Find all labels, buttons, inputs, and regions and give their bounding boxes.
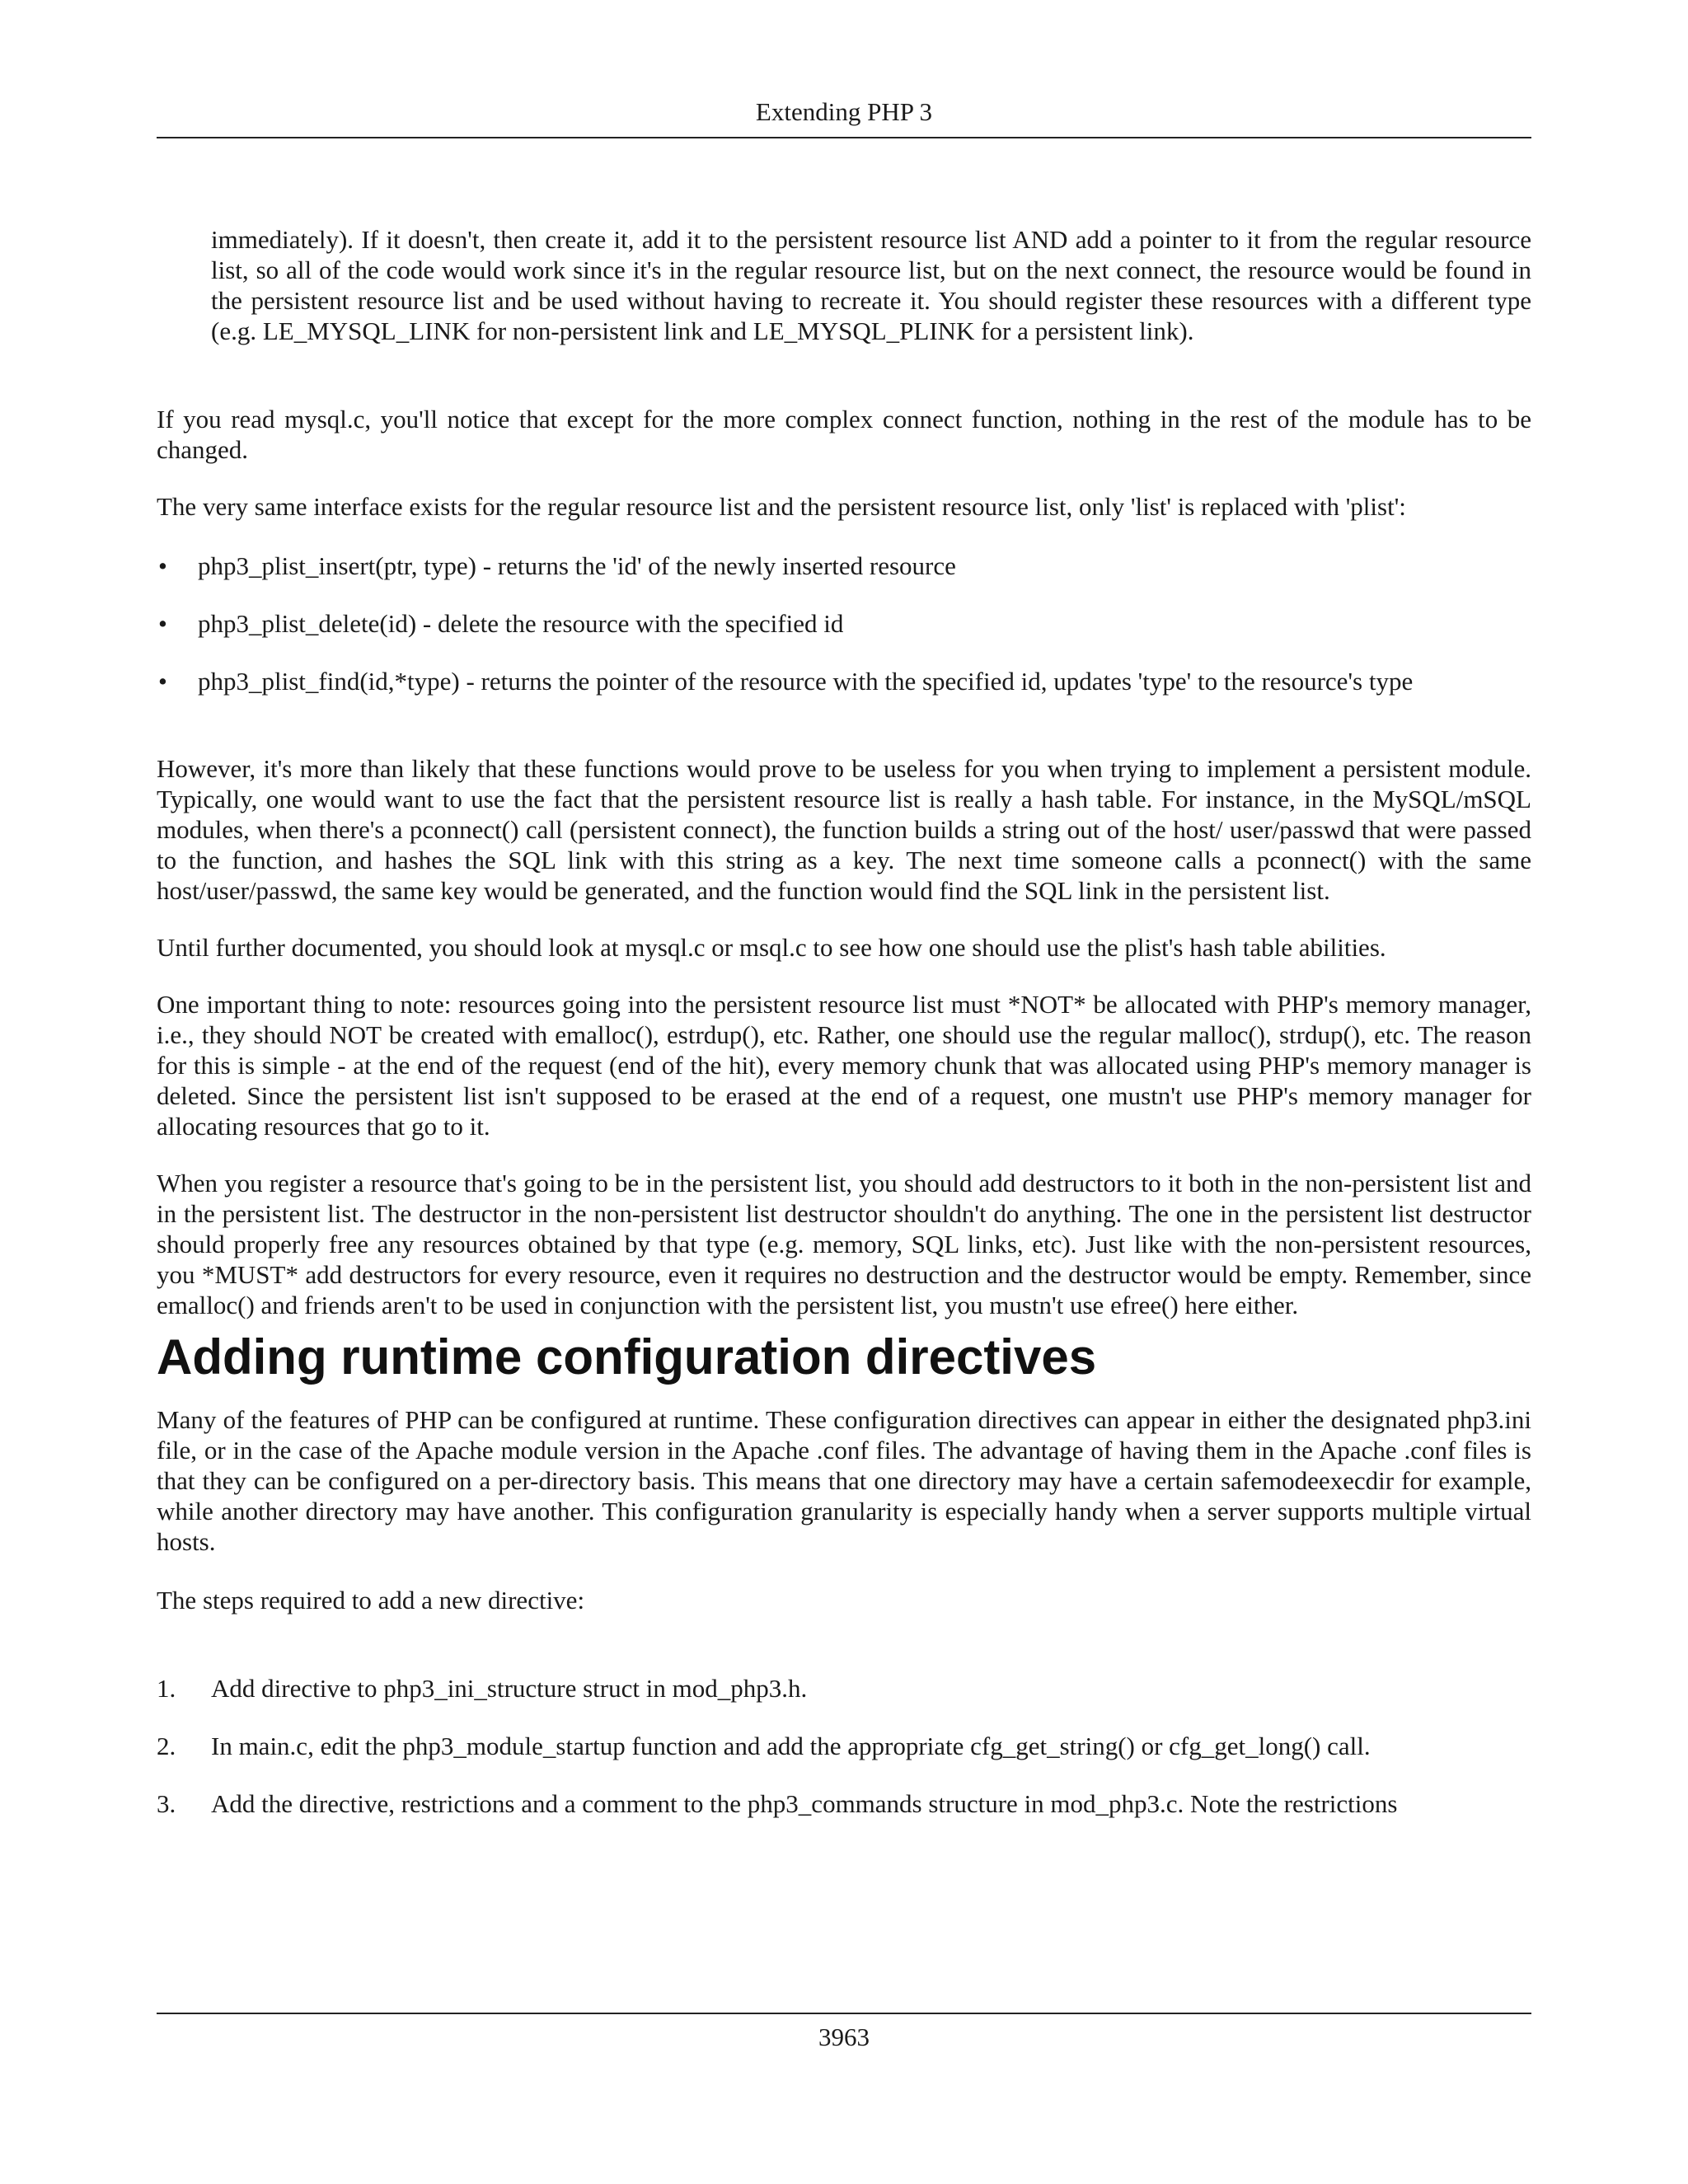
step-number: 3. xyxy=(157,1789,176,1818)
directive-steps-list xyxy=(157,1673,1531,1819)
plist-function-list xyxy=(157,551,1531,696)
list-item xyxy=(157,1673,1531,1704)
continued-list-item: immediately). If it doesn't, then create it, add it to the persistent resource list AND add a pointer to it from the regular resource list, so all of the code would work since it's in the regular resource list, but on the next connect, the resource would be found in the persistent resource list and be used without having to recreate it. You should register these resources with a different type (e.g. LE_MYSQL_LINK for non-persistent link and LE_MYSQL_PLINK for a persistent link). xyxy=(211,225,1531,345)
document-page xyxy=(157,0,1531,2184)
header-rule xyxy=(157,137,1531,138)
list-item xyxy=(157,666,1531,696)
list-item-text: Add directive to php3_ini_structure struct in mod_php3.h. xyxy=(211,1674,808,1703)
footer-rule xyxy=(157,2013,1531,2014)
section-heading: Adding runtime configuration directives xyxy=(157,1329,1097,1385)
list-item-text: In main.c, edit the php3_module_startup function and add the appropriate cfg_get_string() or cfg_get_long() call. xyxy=(211,1732,1371,1760)
running-header: Extending PHP 3 xyxy=(755,97,933,126)
list-item xyxy=(157,1731,1531,1761)
step-number: 1. xyxy=(157,1674,176,1703)
list-item xyxy=(157,608,1531,639)
page-number: 3963 xyxy=(818,2022,870,2051)
list-item-text: php3_plist_insert(ptr, type) - returns the 'id' of the newly inserted resource xyxy=(198,551,956,580)
paragraph-interface: The very same interface exists for the regular resource list and the persistent resource list, only 'list' is replaced with 'plist': xyxy=(157,492,1406,521)
bullet-icon: • xyxy=(158,551,167,580)
list-item-text: Add the directive, restrictions and a comment to the php3_commands structure in mod_php3.c. Note the restrictions xyxy=(211,1789,1398,1818)
page-content xyxy=(157,224,1531,1846)
list-item xyxy=(157,1788,1531,1819)
paragraph-however: However, it's more than likely that these functions would prove to be useless for you when trying to implement a persistent module. Typically, one would want to use the fact that the persistent resource list is really a hash table. For instance, in the MySQL/mSQL modules, when there's a pconnect() call (persistent connect), the function builds a string out of the host/ user/passwd that were passed to the function, and hashes the SQL link with this string as a key. The next time someone calls a pconnect() with the same host/user/passwd, the same key would be generated, and the function would find the SQL link in the persistent list. xyxy=(157,754,1531,905)
paragraph-important: One important thing to note: resources going into the persistent resource list must *NOT* be allocated with PHP's memory manager, i.e., they should NOT be created with emalloc(), estrdup(), etc. Rather, one should use the regular malloc(), strdup(), etc. The reason for this is simple - at the end of the request (end of the hit), every memory chunk that was allocated using PHP's memory manager is deleted. Since the persistent list isn't supposed to be erased at the end of a request, one mustn't use PHP's memory manager for allocating resources that go to it. xyxy=(157,990,1531,1141)
paragraph-mysql-c: If you read mysql.c, you'll notice that except for the more complex connect function, nothing in the rest of the module has to be changed. xyxy=(157,405,1531,464)
list-item-text: php3_plist_find(id,*type) - returns the pointer of the resource with the specified id, updates 'type' to the resource's type xyxy=(198,667,1414,696)
paragraph-steps: The steps required to add a new directive: xyxy=(157,1586,585,1615)
paragraph-features: Many of the features of PHP can be configured at runtime. These configuration directives can appear in either the designated php3.ini file, or in the case of the Apache module version in the Apache .conf files. The advantage of having them in the Apache .conf files is that they can be configured on a per-directory basis. This means that one directory may have a certain safemodeexecdir for example, while another directory may have another. This configuration granularity is especially handy when a server supports multiple virtual hosts. xyxy=(157,1405,1531,1556)
list-item-text: php3_plist_delete(id) - delete the resource with the specified id xyxy=(198,609,844,638)
list-item xyxy=(157,551,1531,581)
bullet-icon: • xyxy=(158,667,167,696)
paragraph-until: Until further documented, you should look at mysql.c or msql.c to see how one should use the plist's hash table abilities. xyxy=(157,933,1386,962)
paragraph-register: When you register a resource that's going to be in the persistent list, you should add destructors to it both in the non-persistent list and in the persistent list. The destructor in the non-persistent list destructor shouldn't do anything. The one in the persistent list destructor should properly free any resources obtained by that type (e.g. memory, SQL links, etc). Just like with the non-persistent resources, you *MUST* add destructors for every resource, even it requires no destruction and the destructor would be empty. Remember, since emalloc() and friends aren't to be used in conjunction with the persistent list, you mustn't use efree() here either. xyxy=(157,1169,1531,1319)
bullet-icon: • xyxy=(158,609,167,638)
step-number: 2. xyxy=(157,1732,176,1760)
